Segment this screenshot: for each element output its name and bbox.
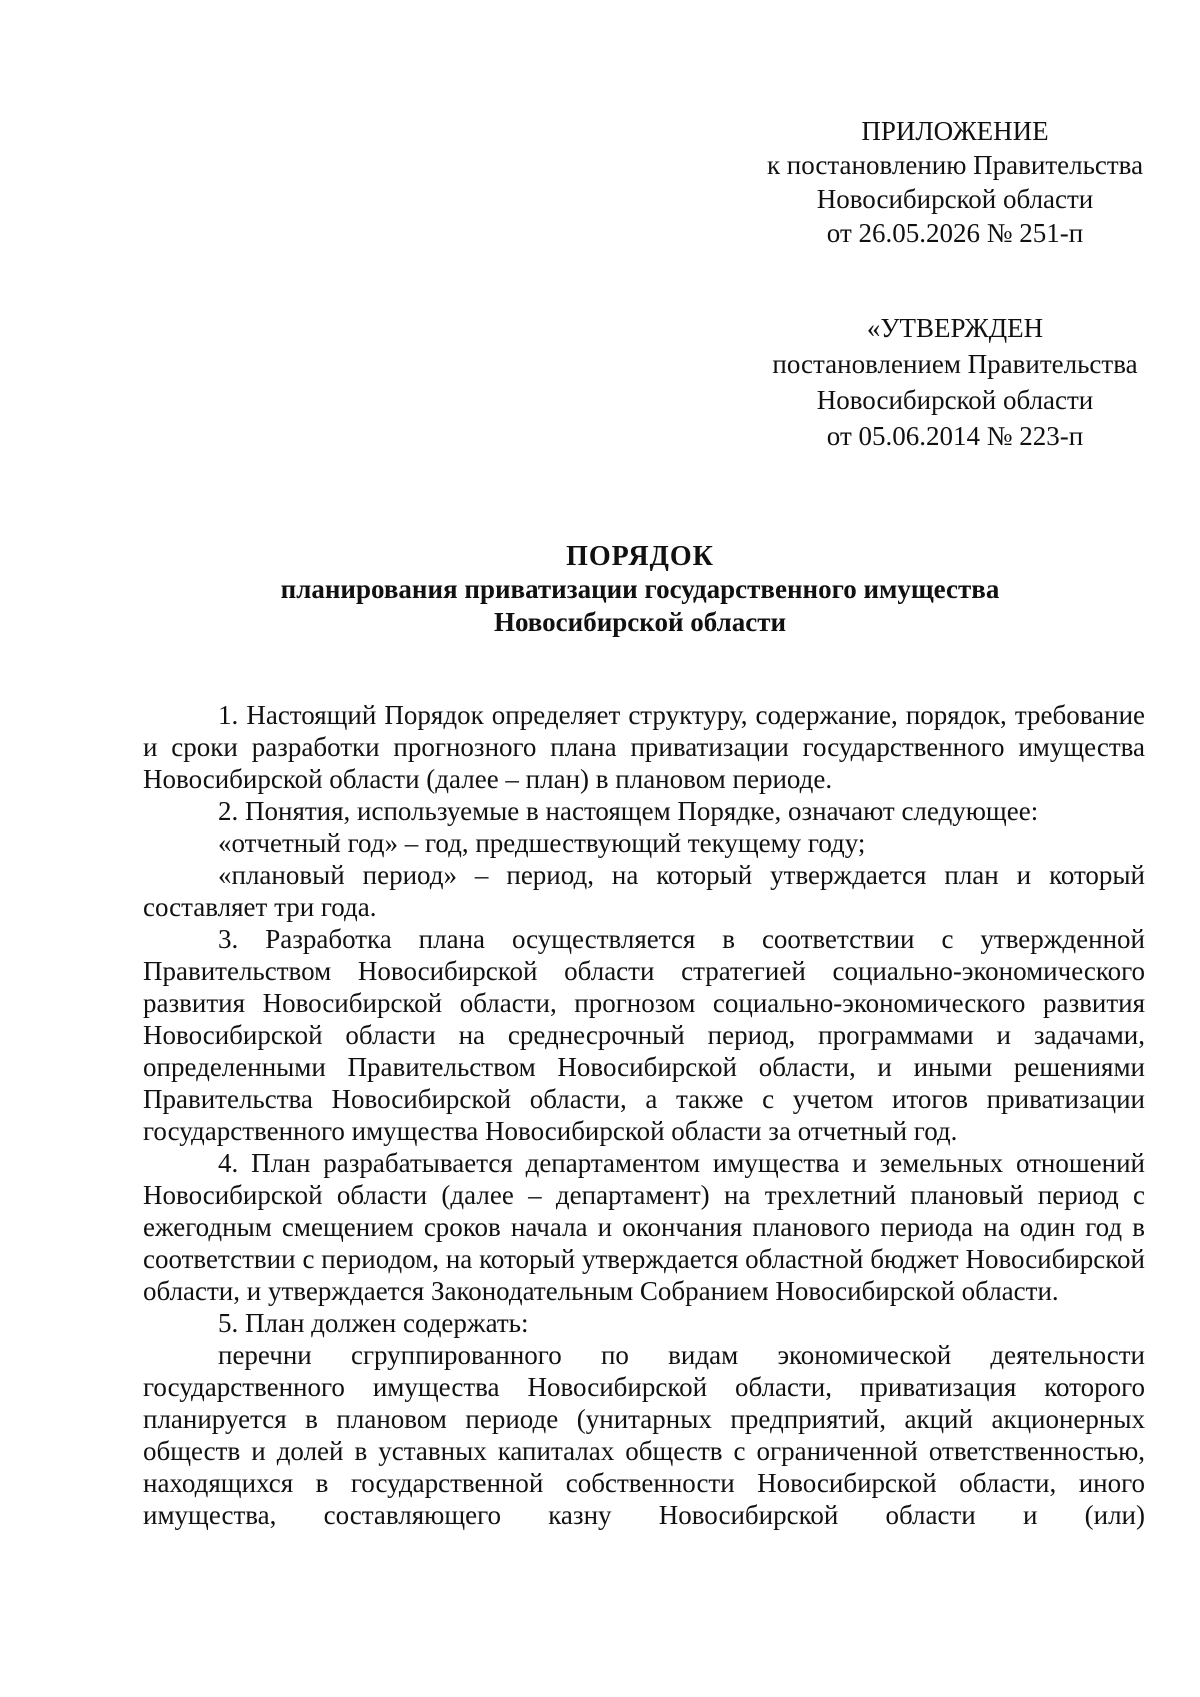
appendix-line: к постановлению Правительства xyxy=(766,150,1144,180)
appendix-header xyxy=(740,114,1170,250)
title-main: ПОРЯДОК xyxy=(566,541,714,572)
paragraph: «плановый период» – период, на который утверждается план и который составляет три года. xyxy=(143,860,1145,922)
appendix-title: ПРИЛОЖЕНИЕ xyxy=(861,116,1049,146)
approved-title: «УТВЕРЖДЕН xyxy=(866,313,1044,343)
paragraph: 4. План разрабатывается департаментом имущества и земельных отношений Новосибирской области (далее – департамент) на трехлетний плановый период с ежегодным смещением сроков начала и окончания планового периода на один год в соответствии с периодом, на который утверждается областной бюджет Новосибирской области, и утверждается Законодательным Собранием Новосибирской области. xyxy=(143,1148,1145,1306)
approved-line: Новосибирской области xyxy=(816,385,1094,415)
title-region: Новосибирской области xyxy=(493,607,787,637)
approval-stamp-text xyxy=(745,310,1165,454)
document-body xyxy=(143,699,1145,1531)
title-subtitle: планирования приватизации государственного имущества xyxy=(280,574,1000,604)
appendix-date-number: от 26.05.2026 № 251-п xyxy=(826,218,1084,248)
paragraph: 5. План должен содержать: xyxy=(218,1308,529,1338)
appendix-line: Новосибирской области xyxy=(816,184,1094,214)
approved-date-number: от 05.06.2014 № 223-п xyxy=(826,421,1084,451)
paragraph: 2. Понятия, используемые в настоящем Порядке, означают следующее: xyxy=(218,796,1039,826)
paragraph: перечни сгруппированного по видам экономической деятельности государственного имущества Новосибирской области, приватизация которого планируется в плановом периоде (унитарных предприятий, акций акционерных обществ и долей в уставных капиталах обществ с ограниченной ответственностью, находящихся в государственной собственности Новосибирской области, иного имущества, составляющего казну Новосибирской области и (или) xyxy=(143,1340,1145,1530)
paragraph: 3. Разработка плана осуществляется в соответствии с утвержденной Правительством Новосибирской области стратегией социально-экономического развития Новосибирской области, прогнозом социально-экономического развития Новосибирской области на среднесрочный период, программами и задачами, определенными Правительством Новосибирской области, и иными решениями Правительства Новосибирской области, а также с учетом итогов приватизации государственного имущества Новосибирской области за отчетный год. xyxy=(143,924,1145,1146)
paragraph: «отчетный год» – год, предшествующий текущему году; xyxy=(218,828,866,858)
approved-line: постановлением Правительства xyxy=(772,349,1138,379)
document-title xyxy=(140,540,1140,639)
paragraph: 1. Настоящий Порядок определяет структуру, содержание, порядок, требование и сроки разработки прогнозного плана приватизации государственного имущества Новосибирской области (далее – план) в плановом периоде. xyxy=(143,700,1145,794)
